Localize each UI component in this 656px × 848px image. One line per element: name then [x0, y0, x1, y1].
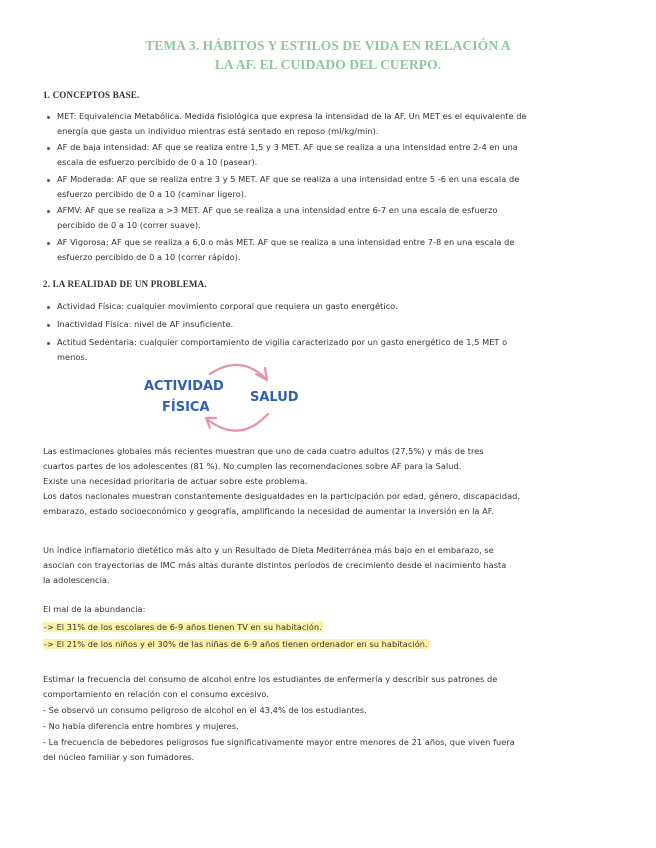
p4-line-2: comportamiento en relación con el consumo excesivo.	[43, 689, 270, 699]
bullet-actividad-fisica: Actividad Física: cualquier movimiento corporal que requiera un gasto energético.	[57, 301, 398, 311]
bullet-dot	[47, 147, 50, 150]
section-1-heading: 1. CONCEPTOS BASE.	[43, 90, 140, 100]
diagram-label-actividad: ACTIVIDAD	[144, 379, 224, 394]
p4-line-4: - No había diferencia entre hombres y mujeres.	[43, 721, 239, 731]
p1-line-1: Las estimaciones globales más recientes muestran que uno de cada cuatro adultos (27,5%) y más de tres	[43, 446, 484, 456]
p3-line-1: El mal de la abundancia:	[43, 604, 146, 614]
p3-line-2	[43, 620, 323, 635]
diagram-label-fisica: FÍSICA	[162, 400, 210, 415]
p4-line-1: Estimar la frecuencia del consumo de alcohol entre los estudiantes de enfermería y describir sus patrones de	[43, 674, 498, 684]
bullet-afmv-line-1: AFMV: AF que se realiza a >3 MET. AF que se realiza a una intensidad entre 6-7 en una escala de esfuerzo	[57, 205, 498, 215]
p4-line-6: del núcleo familiar y son fumadores.	[43, 752, 195, 762]
bullet-dot	[47, 324, 50, 327]
activity-health-cycle-diagram	[140, 356, 310, 441]
bullet-baja-line-2: escala de esfuerzo percibido de 0 a 10 (pasear).	[57, 157, 258, 167]
section-2-heading: 2. LA REALIDAD DE UN PROBLEMA.	[43, 279, 207, 289]
bullet-sedentaria-line-1: Actitud Sedentaria: cualquier comportamiento de vigilia caracterizado por un gasto energético de 1,5 MET o	[57, 337, 508, 347]
diagram-label-salud: SALUD	[250, 390, 299, 405]
bullet-dot	[47, 342, 50, 345]
p3-line-3	[43, 637, 429, 652]
bullet-dot	[47, 210, 50, 213]
p3-highlight-2: -> El 21% de los niños y el 30% de las niñas de 6-9 años tienen ordenador en su habitación.	[44, 639, 428, 649]
p1-line-2: cuartos partes de los adolescentes (81 %). No cumplen las recomendaciones sobre AF para la Salud.	[43, 461, 462, 471]
p1-line-5: embarazo, estado socioeconómico y geografía, amplificando la necesidad de aumentar la inversión en la AF.	[43, 506, 494, 516]
bullet-afmv-line-2: percibido de 0 a 10 (correr suave).	[57, 220, 201, 230]
bullet-vigorosa-line-1: AF Vigorosa: AF que se realiza a 6,0 o más MET. AF que se realiza a una intensidad entre 7-8 en una escala de	[57, 237, 515, 247]
bullet-baja-line-1: AF de baja intensidad: AF que se realiza entre 1,5 y 3 MET. AF que se realiza a una intensidad entre 2-4 en una	[57, 142, 518, 152]
p3-highlight-1: -> El 31% de los escolares de 6-9 años tienen TV en su habitación.	[44, 622, 322, 632]
bullet-dot	[47, 306, 50, 309]
title-line-2: LA AF. EL CUIDADO DEL CUERPO.	[214, 57, 442, 72]
bullet-moderada-line-2: esfuerzo percibido de 0 a 10 (caminar ligero).	[57, 189, 247, 199]
bullet-dot	[47, 242, 50, 245]
bullet-met-line-1: MET: Equivalencia Metabólica. Medida fisiológica que expresa la intensidad de la AF. Un MET es el equivalente de	[57, 111, 527, 121]
bullet-moderada-line-1: AF Moderada: AF que se realiza entre 3 y 5 MET. AF que se realiza a una intensidad entre 5 -6 en una escala de	[57, 174, 520, 184]
bullet-sedentaria-line-2: menos.	[57, 352, 88, 362]
p4-line-5: - La frecuencia de bebedores peligrosos fue significativamente mayor entre menores de 21 años, que viven fuera	[43, 737, 515, 747]
p4-line-3: - Se observó un consumo peligroso de alcohol en el 43,4% de los estudiantes.	[43, 705, 367, 715]
bullet-dot	[47, 116, 50, 119]
bullet-met-line-2: energía que gasta un individuo mientras está sentado en reposo (ml/kg/min).	[57, 126, 379, 136]
top-cycle-arrow	[210, 365, 265, 378]
bullet-dot	[47, 179, 50, 182]
bottom-cycle-arrow	[208, 414, 268, 431]
p2-line-2: asocian con trayectorias de IMC más altas durante distintos períodos de crecimiento desde el nacimiento hasta	[43, 560, 507, 570]
p2-line-1: Un índice inflamatorio dietético más alto y un Resultado de Dieta Mediterránea más bajo en el embarazo, se	[43, 545, 494, 555]
p2-line-3: la adolescencia.	[43, 575, 110, 585]
bullet-inactividad: Inactividad Física: nivel de AF insuficiente.	[57, 319, 234, 329]
p1-line-3: Existe una necesidad prioritaria de actuar sobre este problema.	[43, 476, 308, 486]
p1-line-4: Los datos nacionales muestran constantemente desigualdades en la participación por edad, género, discapacidad,	[43, 491, 521, 501]
title-line-1: TEMA 3. HÁBITOS Y ESTILOS DE VIDA EN RELACIÓN A	[145, 38, 511, 53]
bullet-vigorosa-line-2: esfuerzo percibido de 0 a 10 (correr rápido).	[57, 252, 241, 262]
